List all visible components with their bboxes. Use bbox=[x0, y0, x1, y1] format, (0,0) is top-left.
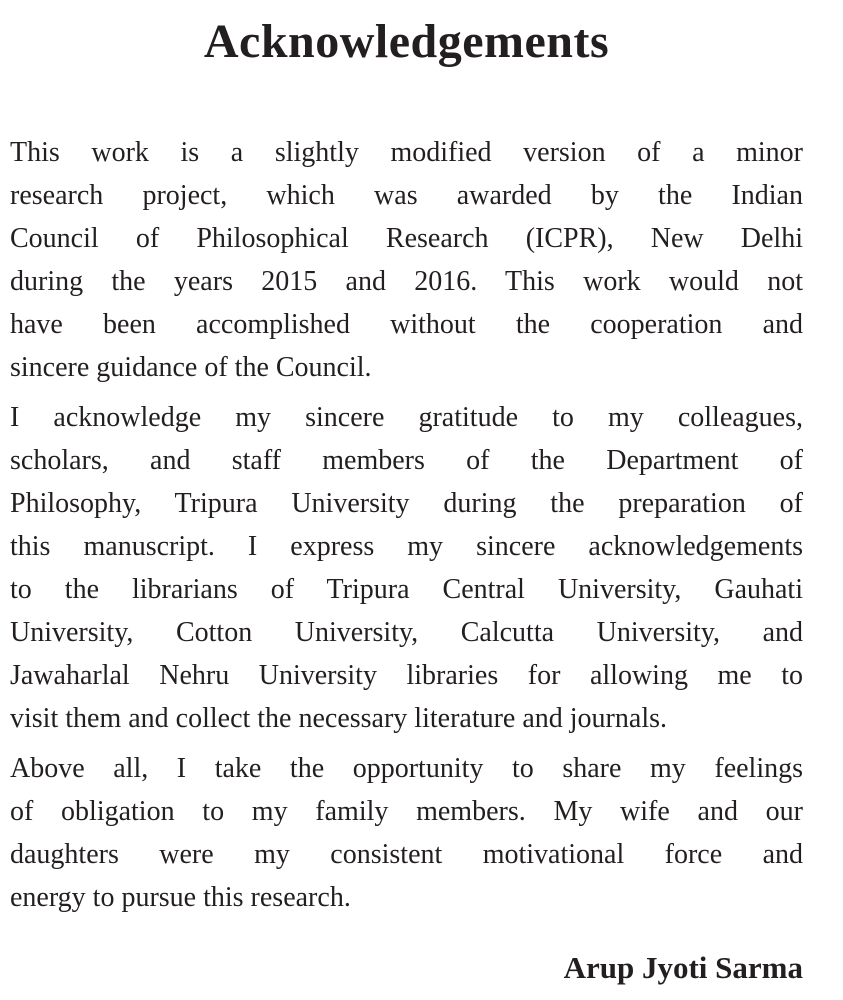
paragraph bbox=[10, 131, 803, 389]
paragraph bbox=[10, 396, 803, 740]
text-line: Jawaharlal Nehru University libraries for allowing me to bbox=[10, 659, 803, 691]
text-line: research project, which was awarded by the Indian bbox=[10, 179, 803, 211]
text-line: energy to pursue this research. bbox=[10, 881, 351, 913]
acknowledgements-body bbox=[10, 131, 803, 919]
text-line: to the librarians of Tripura Central University, Gauhati bbox=[10, 573, 803, 605]
text-line: during the years 2015 and 2016. This work would not bbox=[10, 265, 803, 297]
text-line: Council of Philosophical Research (ICPR), New Delhi bbox=[10, 222, 803, 254]
text-line: of obligation to my family members. My wife and our bbox=[10, 795, 803, 827]
text-line: have been accomplished without the cooperation and bbox=[10, 308, 803, 340]
text-line: this manuscript. I express my sincere acknowledgements bbox=[10, 530, 803, 562]
text-line: University, Cotton University, Calcutta University, and bbox=[10, 616, 803, 648]
text-line: daughters were my consistent motivational force and bbox=[10, 838, 803, 870]
text-line: I acknowledge my sincere gratitude to my colleagues, bbox=[10, 401, 803, 433]
author-signature: Arup Jyoti Sarma bbox=[563, 949, 803, 985]
text-line: Above all, I take the opportunity to share my feelings bbox=[10, 752, 803, 784]
text-line: This work is a slightly modified version of a minor bbox=[10, 136, 803, 168]
page-title: Acknowledgements bbox=[203, 15, 610, 68]
text-line: scholars, and staff members of the Department of bbox=[10, 444, 803, 476]
text-line: visit them and collect the necessary literature and journals. bbox=[10, 702, 667, 734]
text-line: Philosophy, Tripura University during the preparation of bbox=[10, 487, 803, 519]
paragraph bbox=[10, 747, 803, 919]
text-line: sincere guidance of the Council. bbox=[10, 351, 372, 383]
